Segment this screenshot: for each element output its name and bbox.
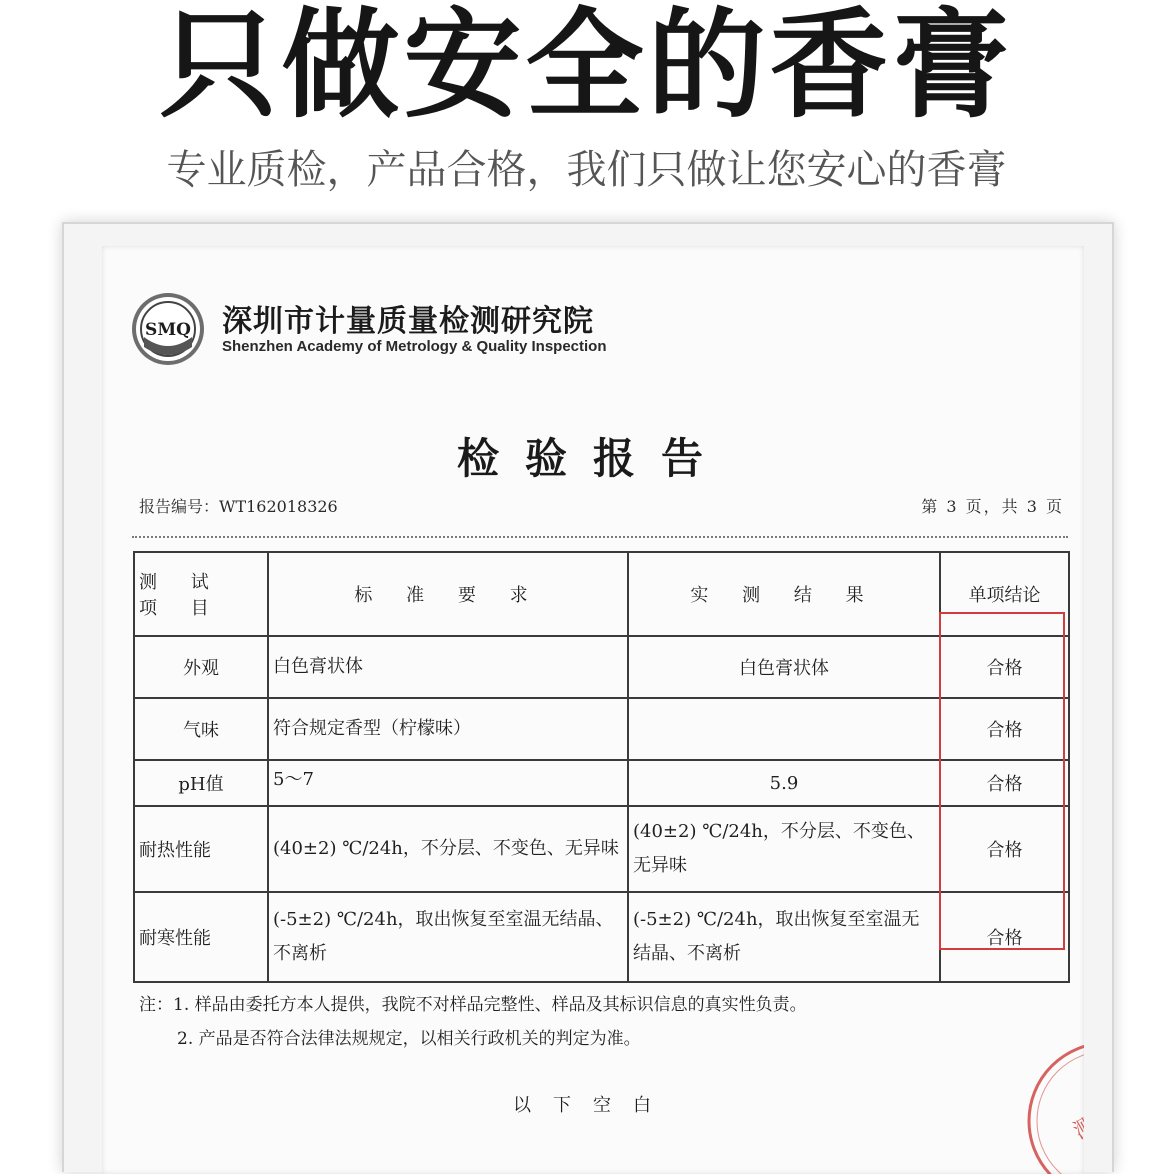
official-seal-icon: [1022, 1036, 1140, 1174]
table-row: [134, 760, 1069, 806]
table-row: [134, 806, 1069, 892]
table-row: [134, 892, 1069, 982]
header-standard: 标 准 要 求: [268, 552, 628, 636]
row-standard: 符合规定香型（柠檬味）: [268, 698, 628, 760]
blank-below-mark: 以下空白: [513, 1095, 673, 1116]
report-number: 报告编号：WT162018326: [139, 497, 338, 516]
row-item: pH值: [134, 760, 268, 806]
row-result: 5.9: [628, 760, 940, 806]
row-conclusion: 合格: [940, 892, 1069, 982]
row-result: [628, 698, 940, 760]
page-info: 第 3 页，共 3 页: [921, 497, 1064, 516]
note-1: 注：1. 样品由委托方本人提供，我院不对样品完整性、样品及其标识信息的真实性负责。: [139, 995, 807, 1015]
smq-logo-icon: [130, 291, 206, 367]
row-result: (-5±2) ℃/24h，取出恢复至室温无结晶、不离析: [628, 892, 940, 982]
logo-text: SMQ: [145, 320, 191, 340]
subheadline: 专业质检，产品合格，我们只做让您安心的香膏: [166, 147, 1007, 193]
org-name-cn: 深圳市计量质量检测研究院: [222, 304, 594, 339]
row-standard: (-5±2) ℃/24h，取出恢复至室温无结晶、不离析: [268, 892, 628, 982]
dotted-divider: [132, 536, 1068, 538]
table-header-row: [134, 552, 1069, 636]
headline: 只做安全的香膏: [159, 0, 1014, 134]
row-result: (40±2) ℃/24h，不分层、不变色、无异味: [628, 806, 940, 892]
row-standard: 白色膏状体: [268, 636, 628, 698]
row-result: 白色膏状体: [628, 636, 940, 698]
header-conclusion: 单项结论: [940, 552, 1069, 636]
header-result: 实 测 结 果: [628, 552, 940, 636]
results-table: [133, 551, 1070, 983]
row-item: 气味: [134, 698, 268, 760]
report-frame: [62, 222, 1140, 1172]
table-row: [134, 636, 1069, 698]
row-conclusion: 合格: [940, 698, 1069, 760]
report-title: 检验报告: [456, 434, 729, 483]
row-item: 耐寒性能: [134, 892, 268, 982]
report-notes: [139, 988, 807, 1056]
row-conclusion: 合格: [940, 806, 1069, 892]
table-row: [134, 698, 1069, 760]
row-item: 耐热性能: [134, 806, 268, 892]
row-item: 外观: [134, 636, 268, 698]
row-standard: 5～7: [268, 760, 628, 806]
note-2: 2. 产品是否符合法律法规规定，以相关行政机关的判定为准。: [177, 1029, 641, 1049]
row-conclusion: 合格: [940, 636, 1069, 698]
row-standard: (40±2) ℃/24h，不分层、不变色、无异味: [268, 806, 628, 892]
inspection-report: [102, 246, 1140, 1174]
org-name-en: Shenzhen Academy of Metrology & Quality Inspection: [222, 338, 607, 355]
header-test-item: 测 试 项 目: [134, 552, 268, 636]
seal-text: 测研究: [1069, 1089, 1140, 1145]
row-conclusion: 合格: [940, 760, 1069, 806]
